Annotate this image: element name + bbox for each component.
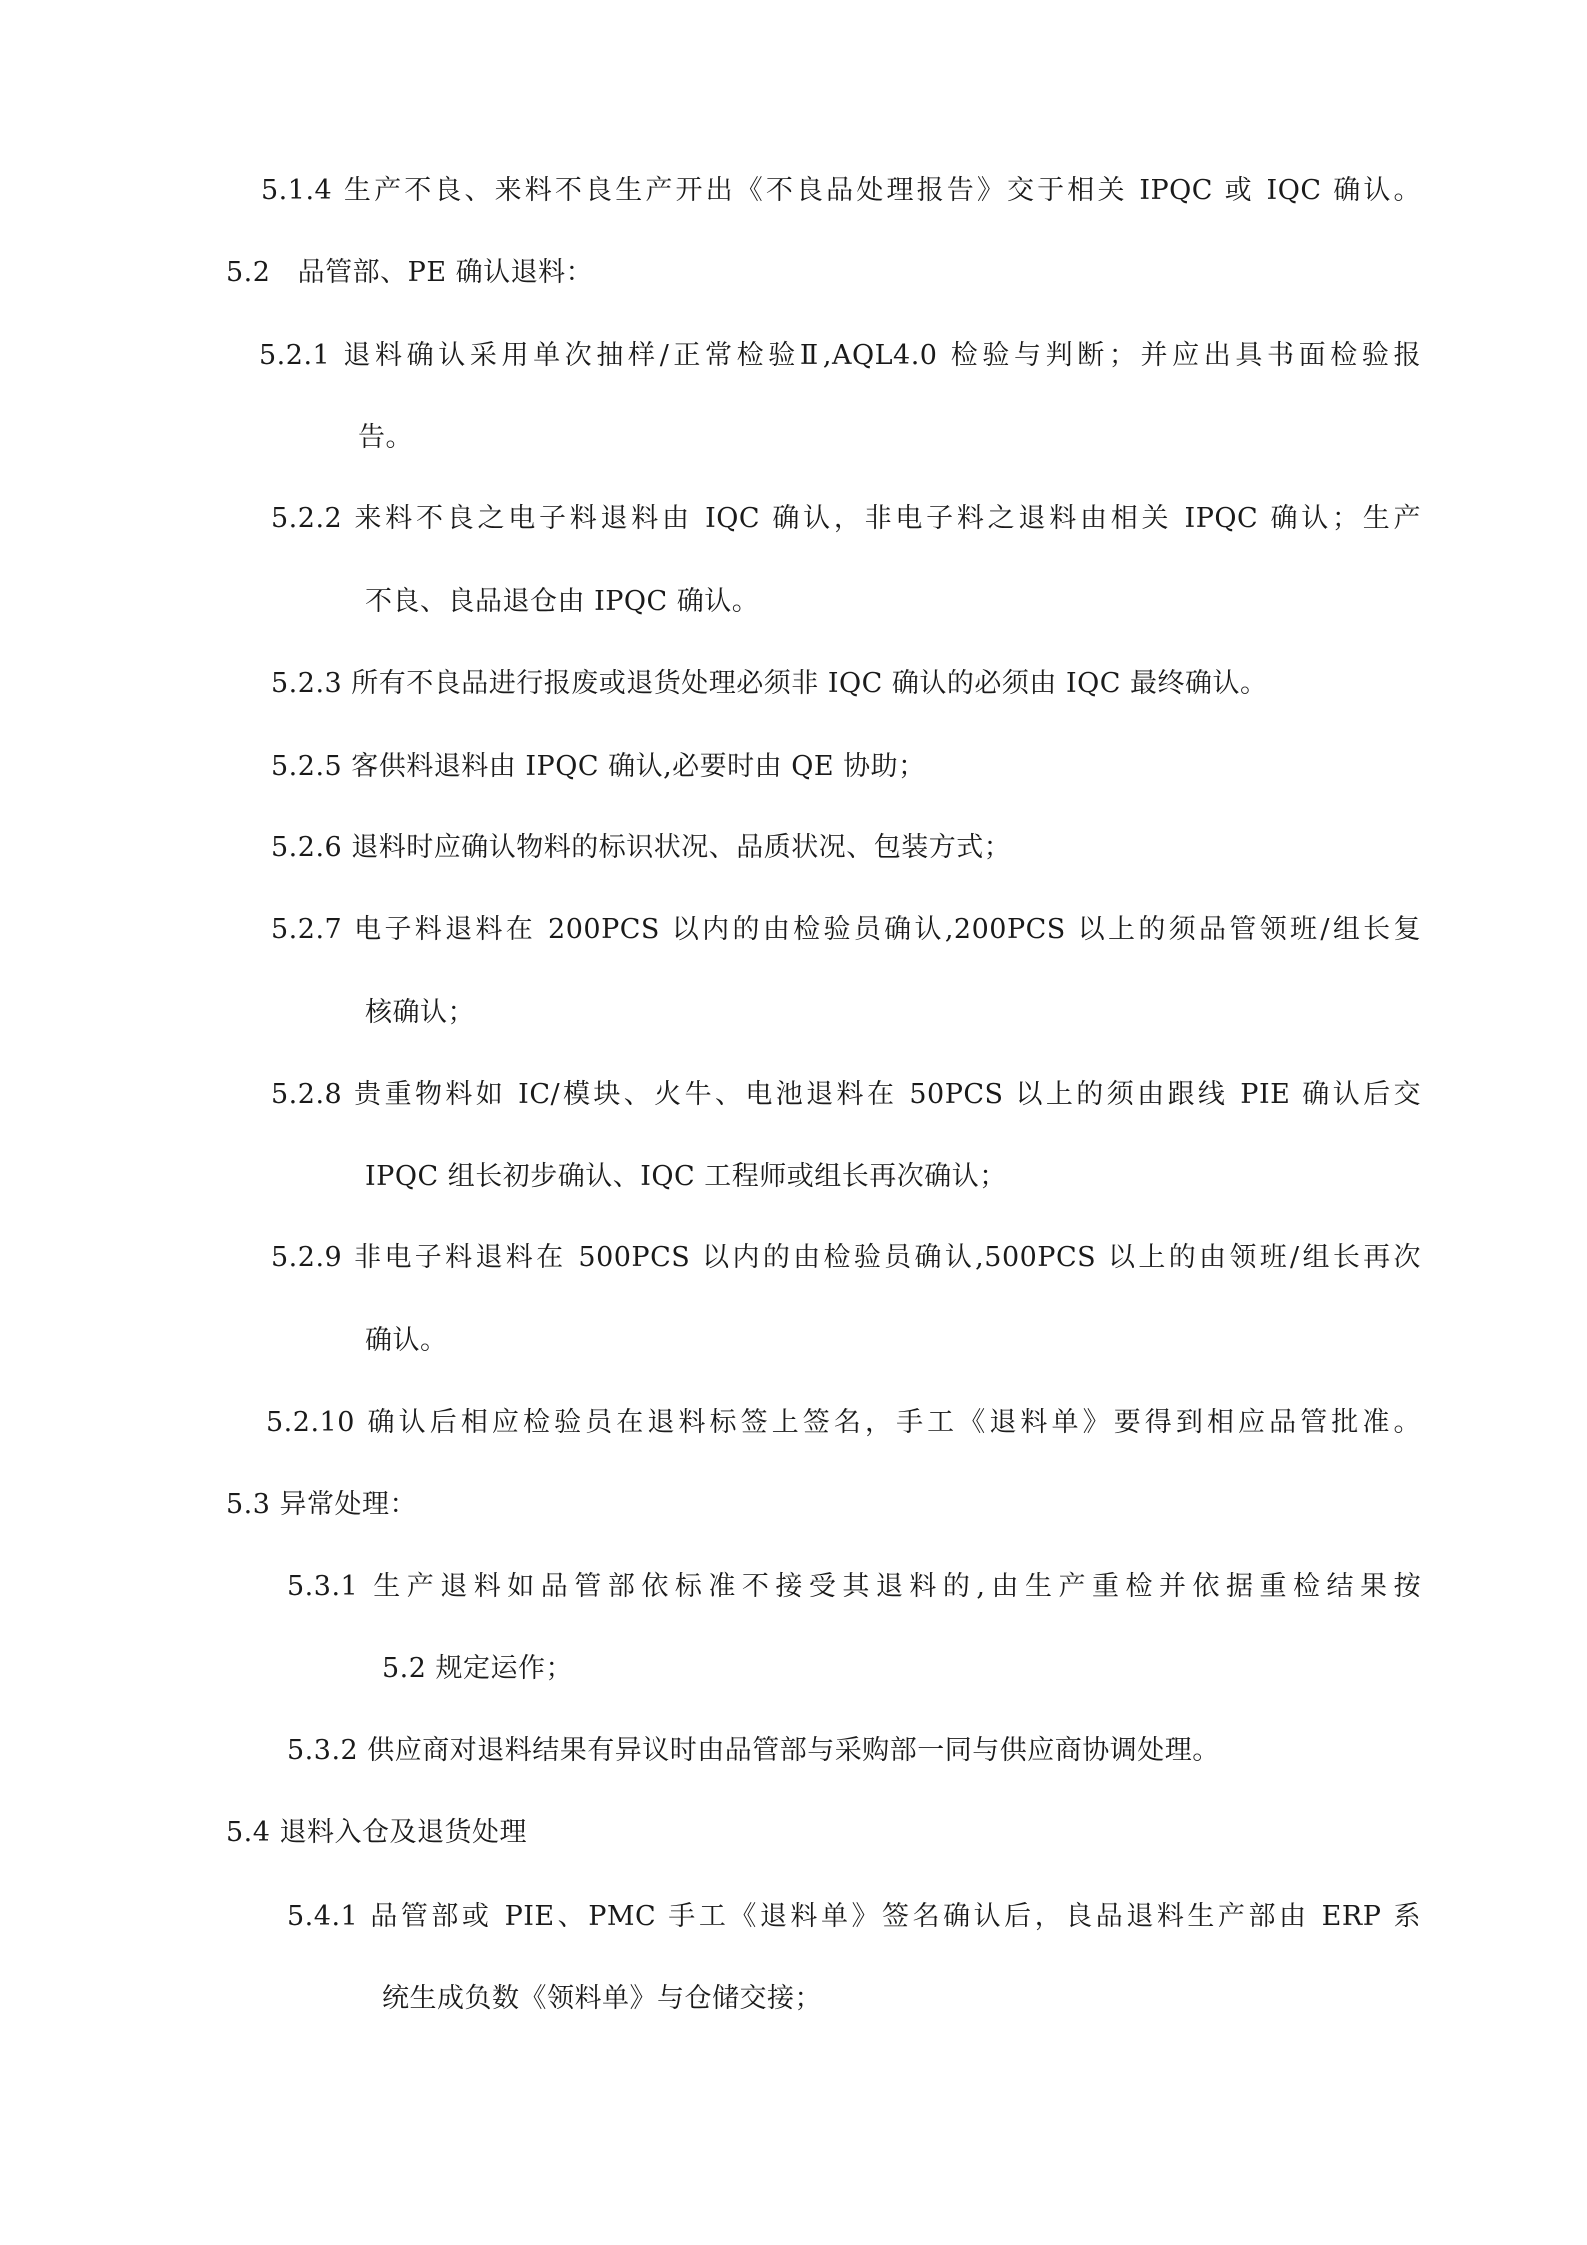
clause-5-2-3-line-1: 5.2.3 所有不良品进行报废或退货处理必须非 IQC 确认的必须由 IQC 最终确认。	[271, 668, 1268, 699]
clause-5-2-5-line-1: 5.2.5 客供料退料由 IPQC 确认,必要时由 QE 协助；	[271, 751, 926, 782]
clause-5-2-7-line-1: 5.2.7 电子料退料在 200PCS 以内的由检验员确认,200PCS 以上的须品管领班/组长复	[271, 914, 1421, 945]
clause-5-2-9-line-2: 确认。	[365, 1325, 448, 1356]
clause-5-2-6-line-1: 5.2.6 退料时应确认物料的标识状况、品质状况、包装方式；	[271, 832, 1012, 863]
clause-5-2-8-line-1: 5.2.8 贵重物料如 IC/模块、火牛、电池退料在 50PCS 以上的须由跟线 PIE 确认后交	[271, 1079, 1421, 1110]
section-5-3-heading: 5.3 异常处理：	[226, 1489, 418, 1520]
clause-5-2-1-line-2: 告。	[358, 422, 413, 453]
clause-5-2-2-line-2: 不良、良品退仓由 IPQC 确认。	[365, 586, 760, 617]
clause-5-2-7-line-2: 核确认；	[365, 997, 475, 1028]
section-5-2-heading: 5.2 品管部、PE 确认退料：	[226, 257, 594, 288]
clause-5-3-1-line-1: 5.3.1 生产退料如品管部依标准不接受其退料的,由生产重检并依据重检结果按	[287, 1571, 1421, 1602]
clause-5-4-1-line-1: 5.4.1 品管部或 PIE、PMC 手工《退料单》签名确认后，良品退料生产部由 ERP 系	[287, 1901, 1421, 1932]
section-5-4-heading: 5.4 退料入仓及退货处理	[226, 1817, 528, 1848]
clause-5-3-1-line-2: 5.2 规定运作；	[382, 1653, 574, 1684]
clause-5-1-4-line-1: 5.1.4 生产不良、来料不良生产开出《不良品处理报告》交于相关 IPQC 或 IQC 确认。	[261, 175, 1421, 206]
clause-5-4-1-line-2: 统生成负数《领料单》与仓储交接；	[382, 1983, 822, 2014]
clause-5-2-1-line-1: 5.2.1 退料确认采用单次抽样/正常检验Ⅱ,AQL4.0 检验与判断；并应出具书面检验报	[259, 340, 1421, 371]
clause-5-2-2-line-1: 5.2.2 来料不良之电子料退料由 IQC 确认，非电子料之退料由相关 IPQC 确认；生产	[271, 503, 1421, 534]
clause-5-3-2-line-1: 5.3.2 供应商对退料结果有异议时由品管部与采购部一同与供应商协调处理。	[287, 1735, 1220, 1766]
clause-5-2-10-line-1: 5.2.10 确认后相应检验员在退料标签上签名，手工《退料单》要得到相应品管批准。	[266, 1407, 1421, 1438]
clause-5-2-8-line-2: IPQC 组长初步确认、IQC 工程师或组长再次确认；	[365, 1161, 1007, 1192]
clause-5-2-9-line-1: 5.2.9 非电子料退料在 500PCS 以内的由检验员确认,500PCS 以上的由领班/组长再次	[271, 1242, 1421, 1273]
